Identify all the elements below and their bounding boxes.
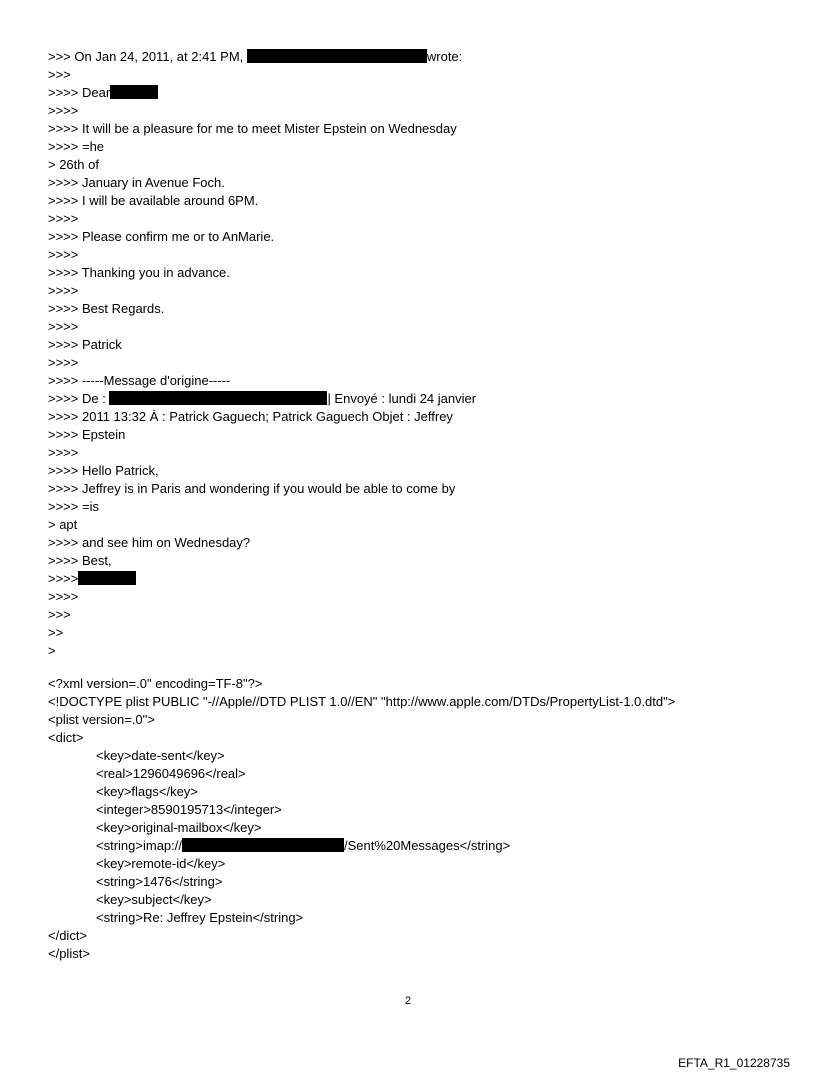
plist-entry-line: <key>date-sent</key> [96, 748, 225, 763]
line-text: > apt [48, 517, 78, 532]
line-text: > 26th of [48, 157, 99, 172]
line-text: >>> On Jan 24, 2011, at 2:41 PM, [48, 49, 247, 64]
plist-close-tag: </plist> [48, 946, 90, 961]
email-line [48, 552, 808, 570]
plist-open-tag: <plist version=.0"> [48, 712, 155, 727]
line-text: >>>> [48, 211, 79, 226]
doctype-line: <!DOCTYPE plist PUBLIC "-//Apple//DTD PLIST 1.0//EN" "http://www.apple.com/DTDs/PropertyList-1.0.dtd"> [48, 694, 676, 709]
line-text: >>>> Hello Patrick, [48, 463, 159, 478]
line-text: >>>> Best, [48, 553, 112, 568]
email-line [48, 246, 808, 264]
line-text: <string>imap:// [96, 838, 182, 853]
line-text: >>> [48, 67, 71, 82]
plist-entry-line: <key>flags</key> [96, 784, 198, 799]
plist-entry-line: <key>subject</key> [96, 892, 212, 907]
email-line [48, 192, 808, 210]
email-line [48, 570, 808, 588]
email-line [48, 228, 808, 246]
email-line [48, 210, 808, 228]
line-text: >>>> -----Message d'origine----- [48, 373, 231, 388]
line-text-after-redaction: /Sent%20Messages</string> [344, 838, 511, 853]
plist-entry-line: <string>1476</string> [96, 874, 223, 889]
email-line [48, 102, 808, 120]
redaction-bar [247, 49, 427, 63]
page-number: 2 [404, 995, 412, 1007]
line-text: >>>> January in Avenue Foch. [48, 175, 225, 190]
email-line [48, 498, 808, 516]
email-line [48, 444, 808, 462]
line-text: >>>> [48, 355, 79, 370]
line-text: >>>> De : [48, 391, 110, 406]
email-line [48, 66, 808, 84]
line-text: >>>> [48, 103, 79, 118]
line-text: >>>> Jeffrey is in Paris and wondering if you would be able to come by [48, 481, 456, 496]
line-text: >>> [48, 607, 71, 622]
email-line [48, 480, 808, 498]
dict-open-tag: <dict> [48, 730, 84, 745]
line-text: >>>> 2011 13:32 À : Patrick Gaguech; Patrick Gaguech Objet : Jeffrey [48, 409, 453, 424]
plist-block [48, 675, 808, 963]
line-text: >>>> I will be available around 6PM. [48, 193, 259, 208]
xml-declaration: <?xml version=.0" encoding=TF-8"?> [48, 676, 263, 691]
line-text: >>>> Dear [48, 85, 111, 100]
line-text: >>>> [48, 589, 79, 604]
line-text: >>>> Epstein [48, 427, 126, 442]
email-line [48, 318, 808, 336]
email-line [48, 534, 808, 552]
email-line [48, 300, 808, 318]
line-text: >>>> [48, 247, 79, 262]
email-body [48, 48, 808, 660]
line-text: >>>> [48, 283, 79, 298]
email-line [48, 426, 808, 444]
email-line [48, 408, 808, 426]
email-line [48, 336, 808, 354]
plist-entry-line: <key>original-mailbox</key> [96, 820, 262, 835]
plist-entry-line: <string>Re: Jeffrey Epstein</string> [96, 910, 304, 925]
plist-entry-line: <integer>8590195713</integer> [96, 802, 282, 817]
line-text: >>>> =he [48, 139, 105, 154]
line-text: > [48, 643, 56, 658]
email-line [48, 372, 808, 390]
redaction-bar [78, 571, 136, 585]
line-text: >>>> [48, 445, 79, 460]
email-line [48, 354, 808, 372]
email-line [48, 120, 808, 138]
email-line [48, 174, 808, 192]
plist-entries [48, 747, 808, 927]
line-text: >>>> Thanking you in advance. [48, 265, 230, 280]
email-line [48, 624, 808, 642]
email-line [48, 138, 808, 156]
line-text-after-redaction: | Envoyé : lundi 24 janvier [327, 391, 477, 406]
line-text: >>>> =is [48, 499, 99, 514]
email-line [48, 48, 808, 66]
line-text: >>>> Please confirm me or to AnMarie. [48, 229, 275, 244]
email-line [48, 606, 808, 624]
dict-close-tag: </dict> [48, 928, 88, 943]
line-text: >>>> It will be a pleasure for me to meet Mister Epstein on Wednesday [48, 121, 457, 136]
line-text: >>>> Best Regards. [48, 301, 165, 316]
line-text: >> [48, 625, 64, 640]
plist-entry-line: <key>remote-id</key> [96, 856, 226, 871]
redaction-bar [109, 391, 327, 405]
document-id: EFTA_R1_01228735 [678, 1056, 790, 1070]
redaction-bar [182, 838, 344, 852]
email-line [48, 588, 808, 606]
email-line [48, 516, 808, 534]
line-text: >>>> [48, 319, 79, 334]
email-line [48, 390, 808, 408]
line-text: >>>> and see him on Wednesday? [48, 535, 251, 550]
line-text: >>>> Patrick [48, 337, 122, 352]
plist-entry-line: <real>1296049696</real> [96, 766, 246, 781]
line-text: >>>> [48, 571, 79, 586]
email-line [48, 84, 808, 102]
email-line [48, 462, 808, 480]
email-line [48, 264, 808, 282]
plist-entry-line [48, 837, 808, 855]
line-text-after-redaction: wrote: [426, 49, 463, 64]
redaction-bar [110, 85, 158, 99]
email-line [48, 642, 808, 660]
email-line [48, 282, 808, 300]
email-line [48, 156, 808, 174]
